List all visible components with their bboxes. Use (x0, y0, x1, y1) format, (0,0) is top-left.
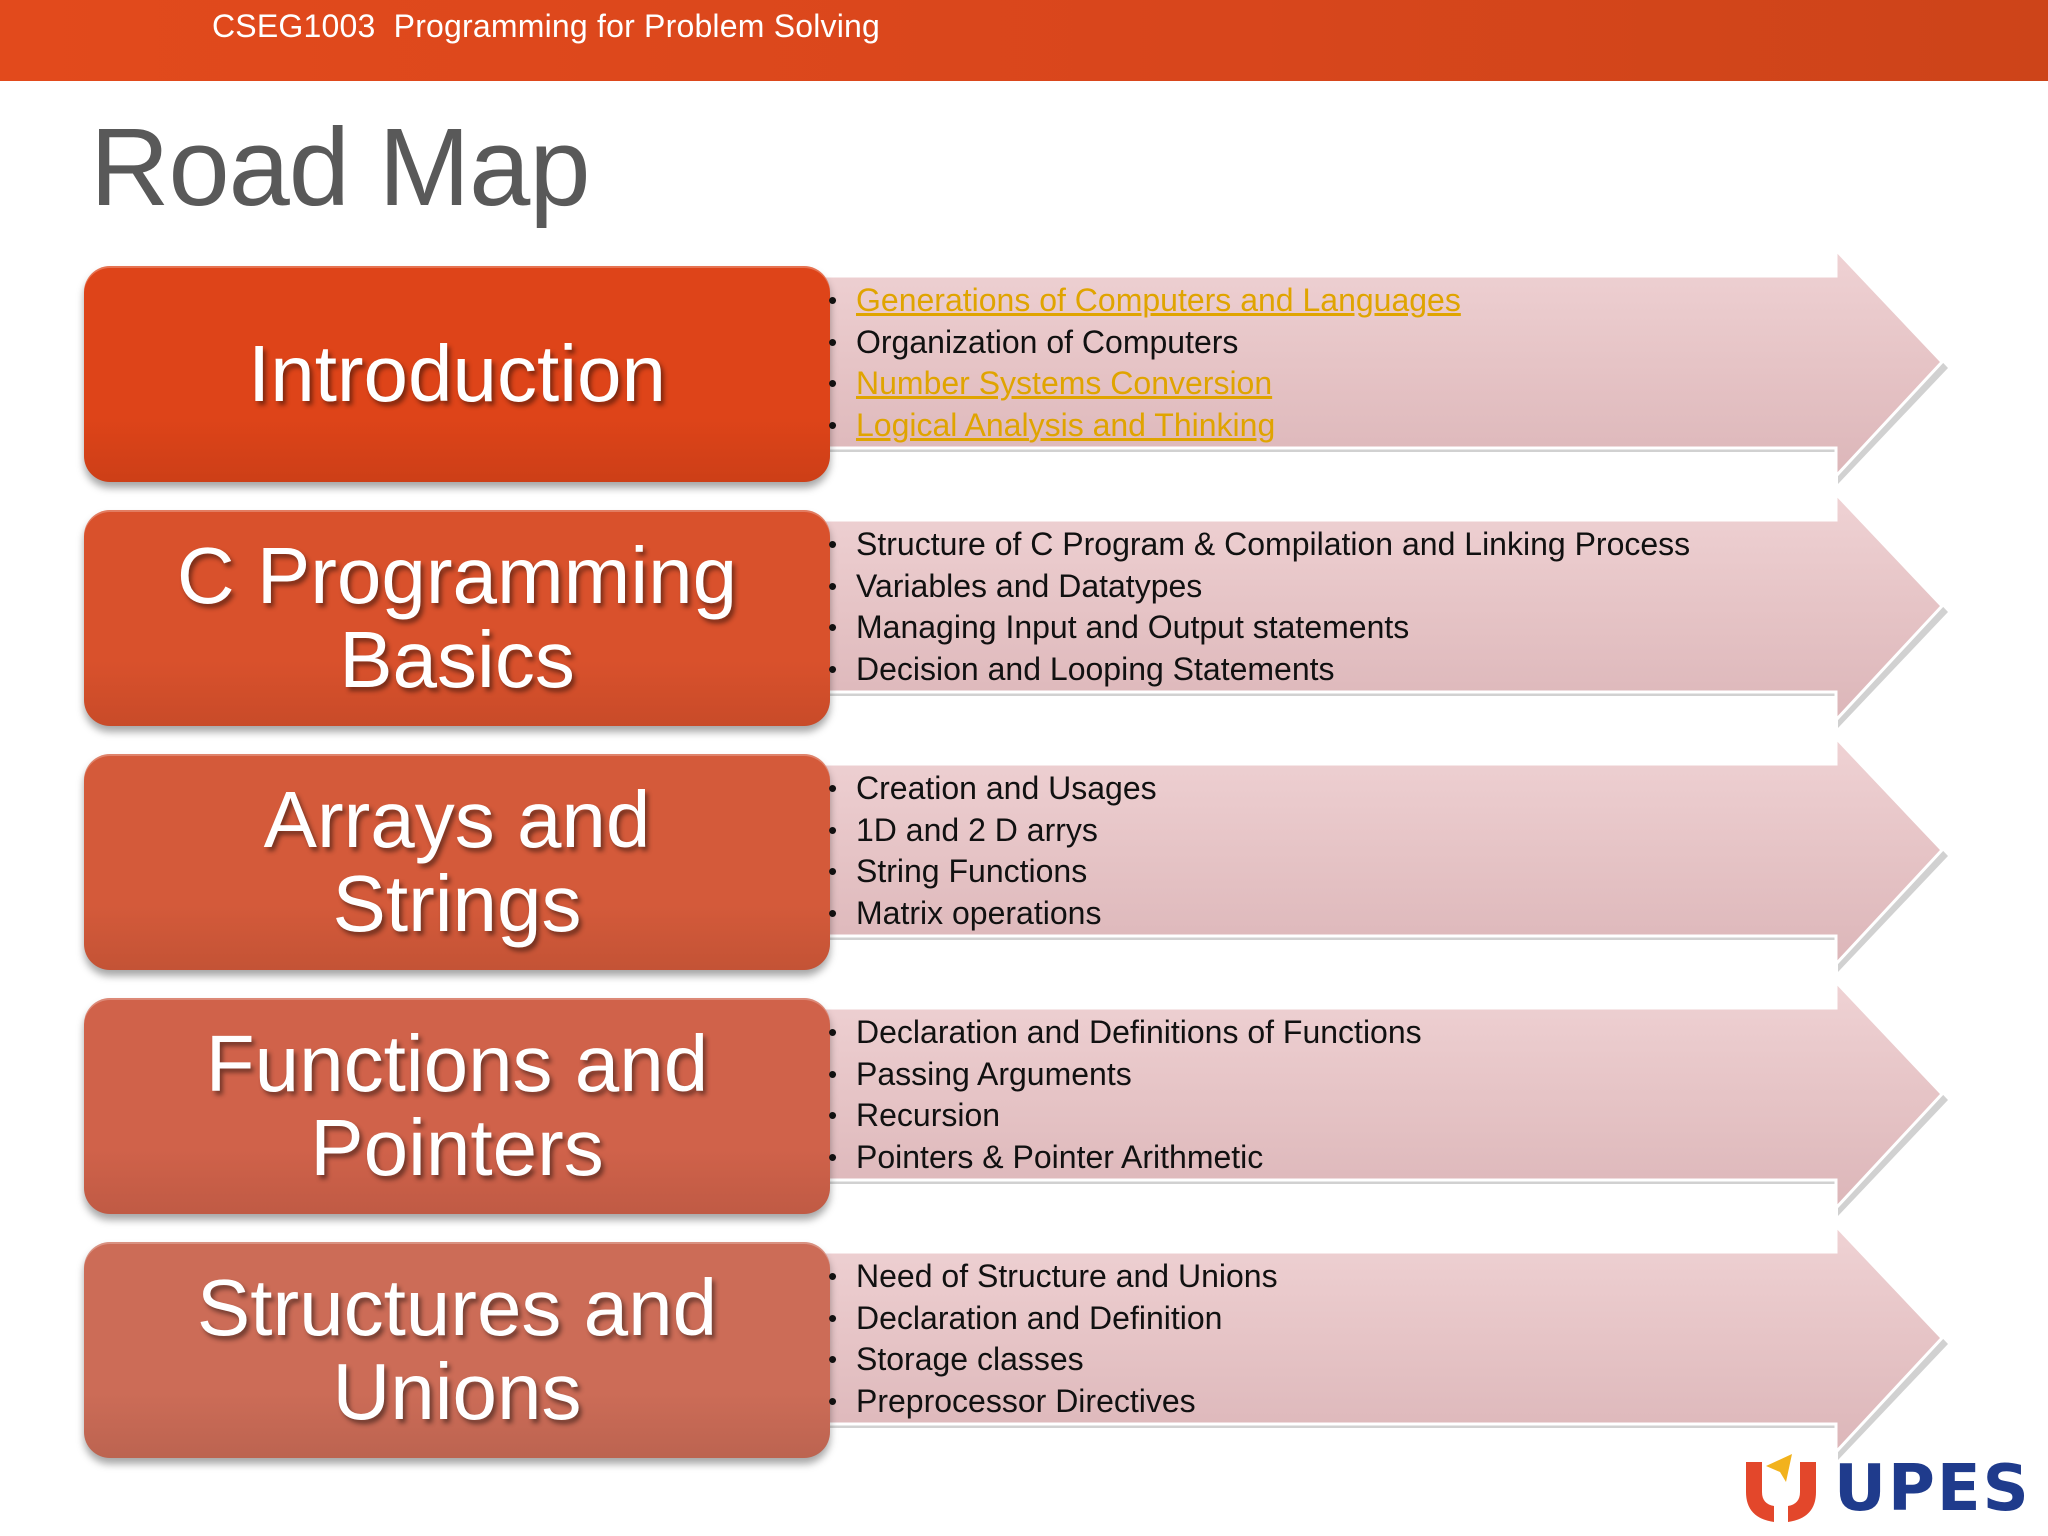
subtopic-item: • Variables and Datatypes (828, 566, 1690, 608)
subtopic-list (828, 280, 1461, 446)
subtopic-item: • Managing Input and Output statements (828, 607, 1690, 649)
subtopic-item: • Declaration and Definitions of Functions (828, 1012, 1422, 1054)
subtopic-item: • Declaration and Definition (828, 1298, 1278, 1340)
subtopic-list (828, 1256, 1278, 1422)
subtopic-link[interactable]: • Generations of Computers and Languages (828, 280, 1461, 322)
subtopic-item: • Decision and Looping Statements (828, 649, 1690, 691)
subtopic-list (828, 768, 1157, 934)
subtopic-item: • Structure of C Program & Compilation and Linking Process (828, 524, 1690, 566)
topic-label: Introduction (247, 329, 667, 418)
topic-label: C Programming (176, 531, 738, 620)
topic-box (84, 266, 830, 482)
topic-label: Functions and (205, 1019, 709, 1108)
subtopic-item: • Recursion (828, 1095, 1422, 1137)
topic-label: Pointers (310, 1103, 604, 1192)
subtopic-item: • Organization of Computers (828, 322, 1461, 364)
subtopic-item: • Creation and Usages (828, 768, 1157, 810)
subtopic-item: • Pointers & Pointer Arithmetic (828, 1137, 1422, 1179)
subtopic-list (828, 1012, 1422, 1178)
topic-box (84, 998, 830, 1214)
subtopic-item: • 1D and 2 D arrys (828, 810, 1157, 852)
upes-logo (1742, 1452, 2042, 1524)
roadmap-row (0, 744, 2048, 976)
topic-box (84, 754, 830, 970)
subtopic-item: • Need of Structure and Unions (828, 1256, 1278, 1298)
topic-label: Unions (332, 1347, 582, 1436)
logo-text: UPES (1834, 1452, 2031, 1526)
subtopic-item: • Storage classes (828, 1339, 1278, 1381)
upes-shield-icon (1742, 1452, 1822, 1524)
topic-label: Strings (332, 859, 582, 948)
topic-label: Basics (339, 615, 575, 704)
topic-box (84, 1242, 830, 1458)
subtopic-link[interactable]: • Logical Analysis and Thinking (828, 405, 1461, 447)
header-bar (0, 0, 2048, 81)
topic-box (84, 510, 830, 726)
subtopic-item: • String Functions (828, 851, 1157, 893)
subtopic-list (828, 524, 1690, 690)
roadmap-row (0, 1232, 2048, 1464)
topic-label: Structures and (196, 1263, 718, 1352)
course-title: CSEG1003 Programming for Problem Solving (212, 8, 881, 44)
subtopic-item: • Passing Arguments (828, 1054, 1422, 1096)
roadmap-row (0, 256, 2048, 488)
subtopic-link[interactable]: • Number Systems Conversion (828, 363, 1461, 405)
roadmap-row (0, 988, 2048, 1220)
roadmap-row (0, 500, 2048, 732)
topic-label: Arrays and (263, 775, 651, 864)
slide-title: Road Map (90, 106, 590, 229)
subtopic-item: • Matrix operations (828, 893, 1157, 935)
subtopic-item: • Preprocessor Directives (828, 1381, 1278, 1423)
